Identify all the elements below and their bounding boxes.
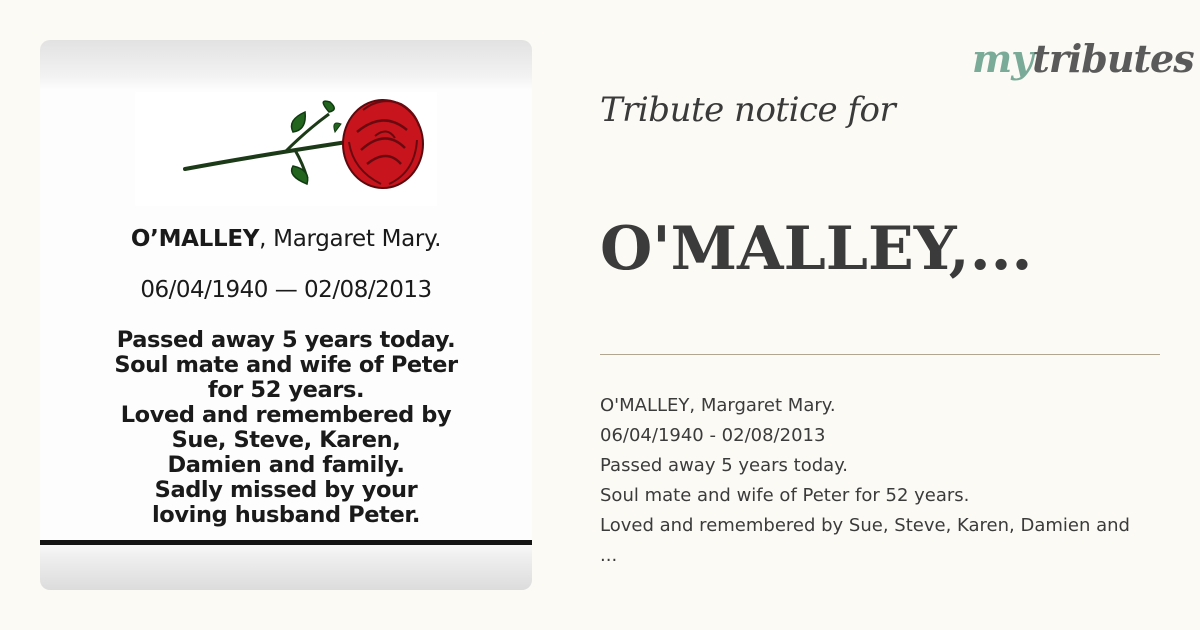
page-title: O'MALLEY,... — [600, 214, 1033, 284]
notice-line: Sue, Steve, Karen, — [171, 427, 401, 453]
notice-line: loving husband Peter. — [152, 502, 420, 528]
divider — [600, 354, 1160, 355]
notice-line: Loved and remembered by — [120, 402, 452, 428]
notice-message — [40, 328, 532, 528]
notice-dates: 06/04/1940 — 02/08/2013 — [140, 277, 432, 303]
notice-surname: O’MALLEY — [130, 226, 260, 252]
notice-line: Passed away 5 years today. — [116, 327, 456, 353]
summary-line: Loved and remembered by Sue, Steve, Karen, Damien and — [600, 515, 1130, 536]
summary-line: Soul mate and wife of Peter for 52 years. — [600, 485, 970, 506]
notice-bottom-rule — [40, 540, 532, 545]
notice-line: Soul mate and wife of Peter — [114, 352, 458, 378]
tribute-notice-image — [40, 40, 532, 590]
notice-name — [40, 226, 532, 252]
notice-line: Damien and family. — [167, 452, 405, 478]
notice-summary — [600, 391, 1190, 571]
summary-line: 06/04/1940 - 02/08/2013 — [600, 425, 826, 446]
rose-image — [135, 92, 437, 206]
red-rose-icon — [135, 92, 437, 206]
summary-line: Passed away 5 years today. — [600, 455, 848, 476]
mytributes-logo[interactable] — [972, 36, 1194, 81]
summary-ellipsis: ... — [600, 545, 618, 566]
logo-part-tributes: tributes — [1032, 36, 1194, 81]
summary-line: O'MALLEY, Margaret Mary. — [600, 395, 836, 416]
notice-line: Sadly missed by your — [154, 477, 418, 503]
logo-part-my: my — [972, 36, 1033, 81]
page-heading: Tribute notice for — [600, 90, 896, 130]
notice-given-names: , Margaret Mary. — [259, 226, 442, 252]
notice-line: for 52 years. — [207, 377, 365, 403]
